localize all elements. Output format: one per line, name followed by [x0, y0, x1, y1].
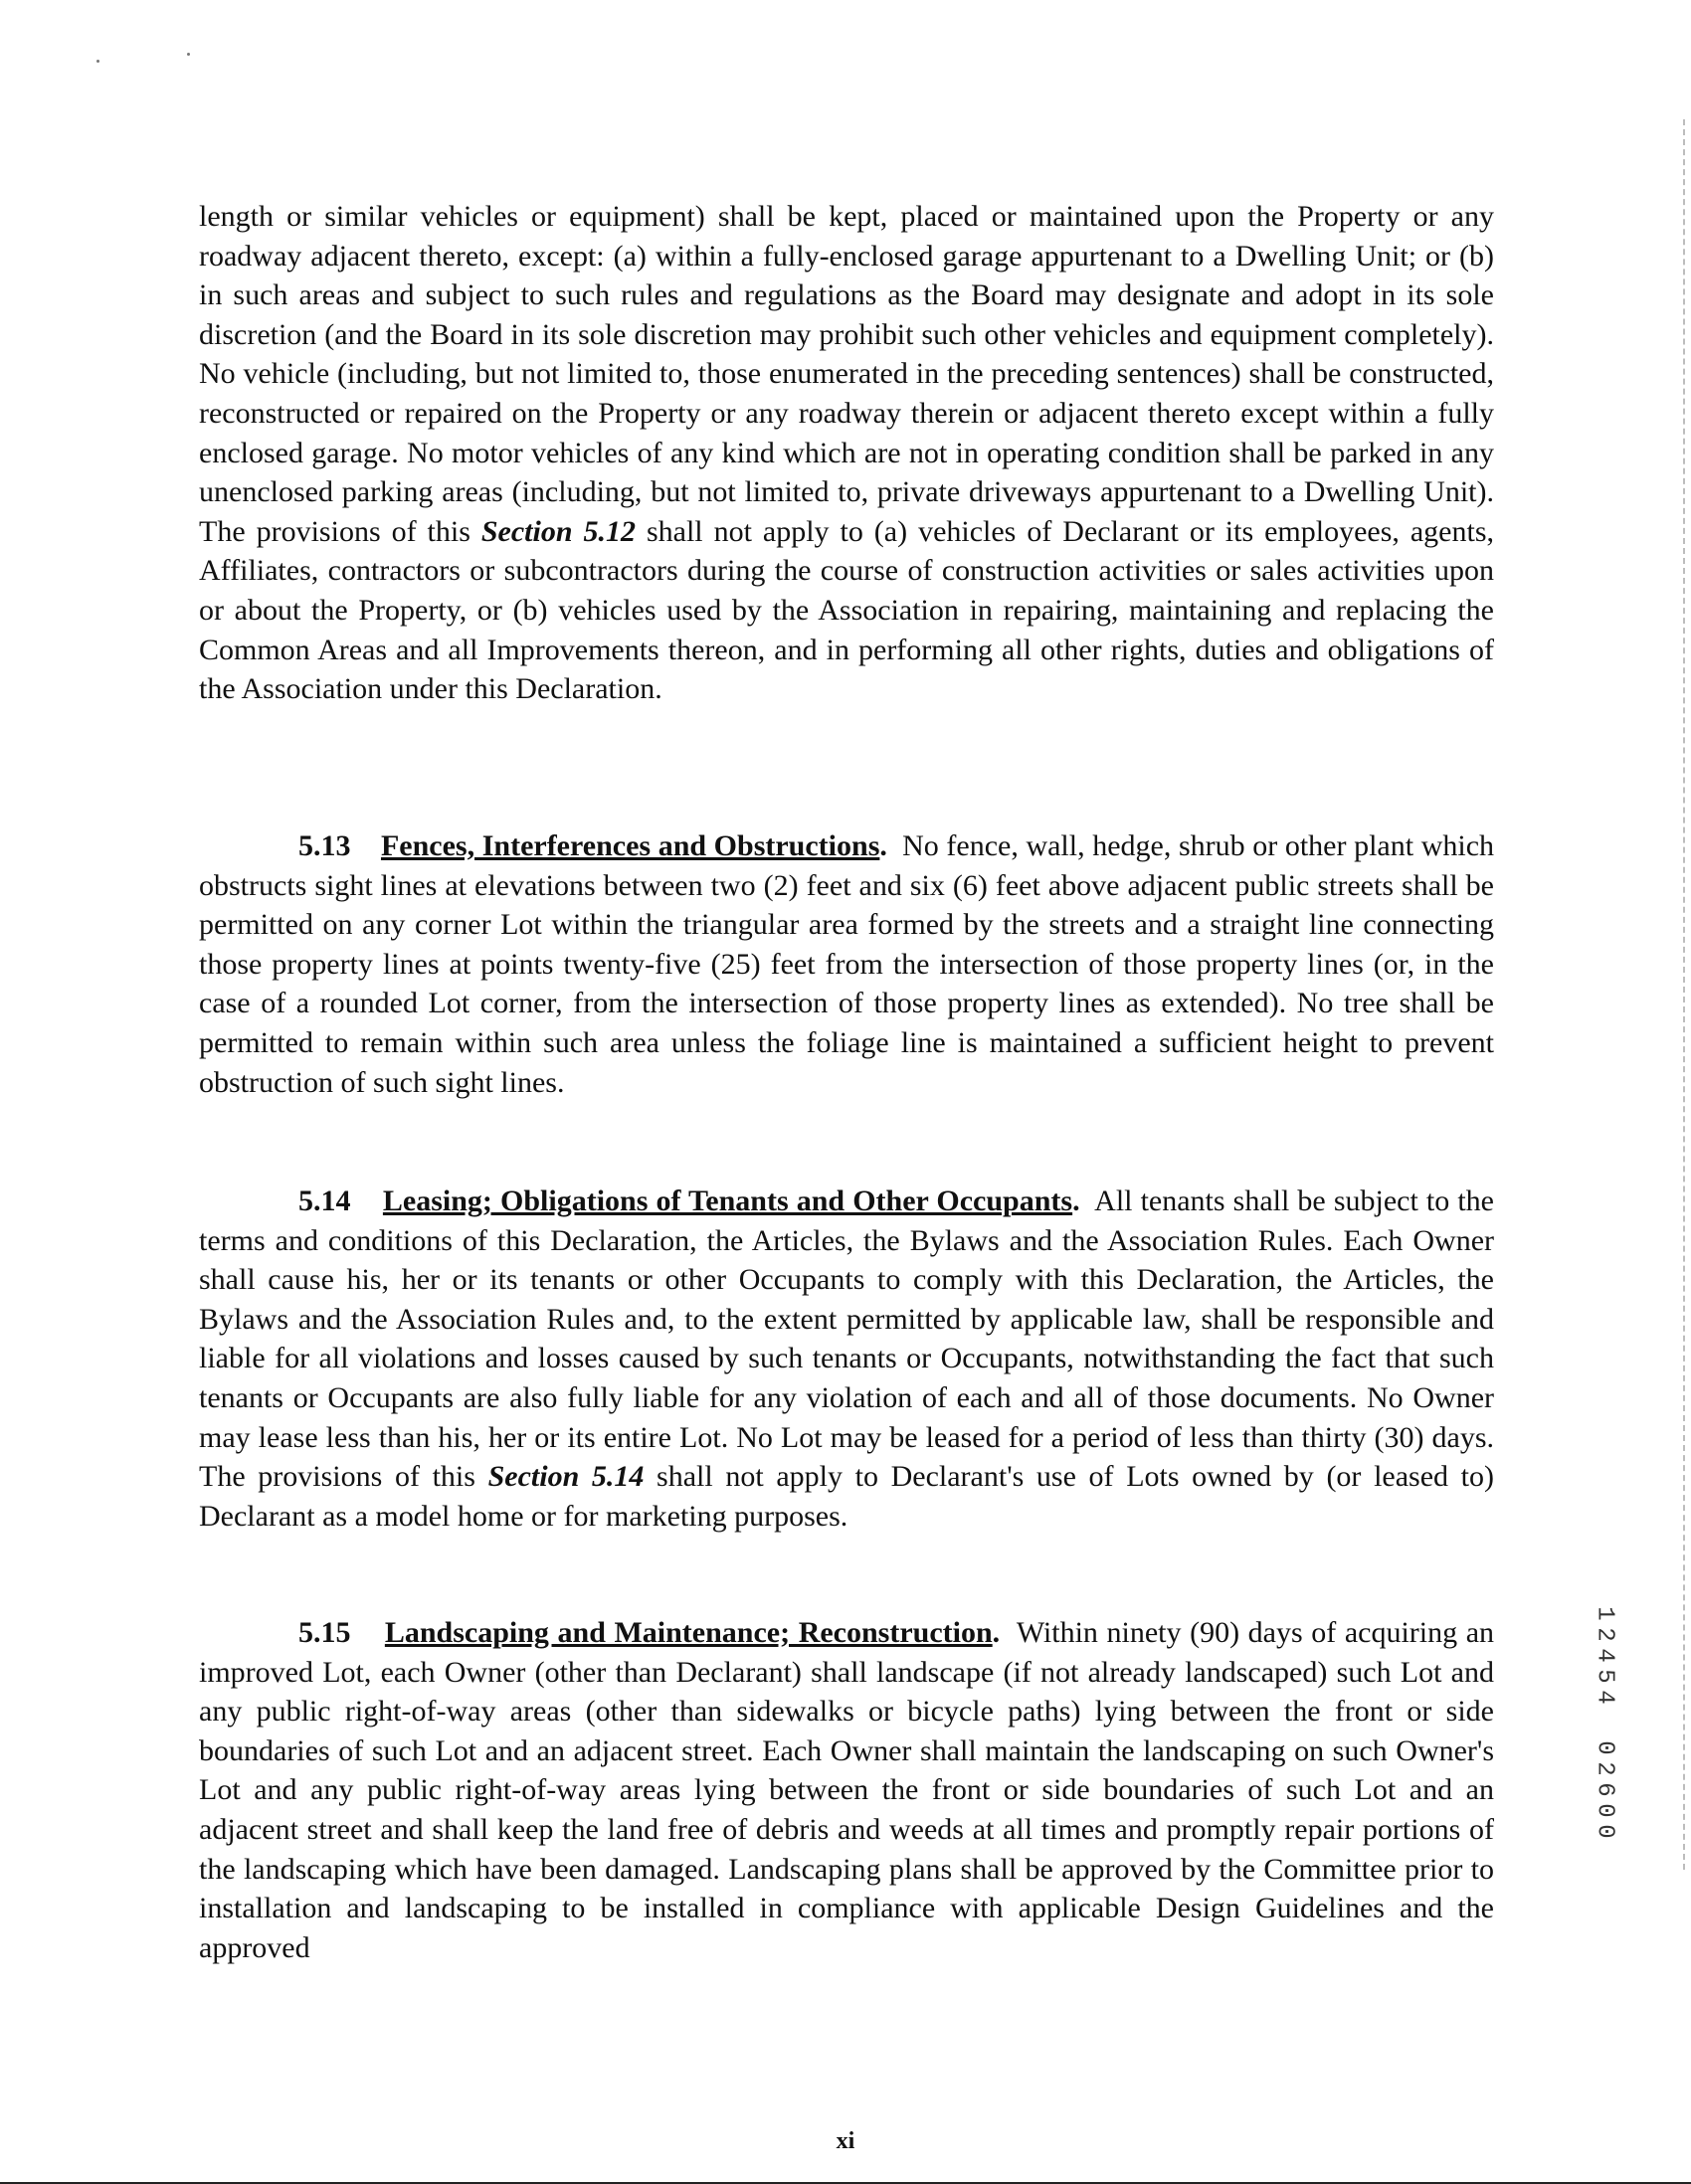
paragraph-text: shall not apply to (a) vehicles of Declarant or its employees, agents, Affiliates, contractors or subcontractors during the course of construction activities or sales activities upon or about the Property, or (b) vehicles used by the Association in repairing, maintaining and replacing the Common Areas and all Improvements thereon, and in performing all other rights, duties and obligations of the Association under this Declaration.	[199, 514, 1494, 706]
heading-period: .	[879, 829, 887, 862]
paragraph-text: shall not apply to Declarant's use of Lots owned by (or leased to) Declarant as a model home or for marketing purposes.	[199, 1460, 1494, 1533]
paragraph-text: No fence, wall, hedge, shrub or other plant which obstructs sight lines at elevations between two (2) feet and six (6) feet above adjacent public streets shall be permitted on any corner Lot within the triangular area formed by the streets and a straight line connecting those property lines at points twenty-five (25) feet from the intersection of those property lines (or, in the case of a rounded Lot corner, from the intersection of those property lines as extended). No tree shall be permitted to remain within such area unless the foliage line is maintained a sufficient height to prevent obstruction of such sight lines.	[199, 829, 1495, 1099]
stamp-digit: 4	[1591, 1648, 1618, 1663]
section-number: 5.14	[298, 1184, 351, 1217]
section-heading: Fences, Interferences and Obstructions	[380, 829, 880, 862]
paragraph-text: Within ninety (90) days of acquiring an improved Lot, each Owner (other than Declarant) shall landscape (if not already landscaped) such Lot and any public right-of-way areas (other than sidewalks or bicycle paths) lying between the front or side boundaries of such Lot and an adjacent street. Each Owner shall maintain the landscaping on such Owner's Lot and any public right-of-way areas lying between the front or side boundaries of such Lot and an adjacent street and shall keep the land free of debris and weeds at all times and promptly repair portions of the landscaping which have been damaged. Landscaping plans shall be approved by the Committee prior to installation and landscaping to be installed in compliance with applicable Design Guidelines and the approved	[199, 1616, 1495, 1964]
section-reference: Section 5.12	[480, 514, 636, 548]
stamp-digit: 5	[1591, 1669, 1618, 1684]
section-5-13	[199, 826, 1494, 1102]
page-number: xi	[836, 2128, 855, 2154]
stamp-digit: 4	[1591, 1690, 1618, 1705]
section-5-14	[199, 1182, 1494, 1536]
stamp-digit: 1	[1591, 1606, 1618, 1621]
scan-right-edge	[1683, 119, 1691, 1870]
section-number: 5.15	[298, 1616, 351, 1649]
stamp-digit: 6	[1591, 1782, 1618, 1797]
stamp-digit: 0	[1591, 1824, 1618, 1839]
stamp-digit: 2	[1591, 1627, 1618, 1642]
paragraph-5-12-continuation	[199, 197, 1494, 709]
section-number: 5.13	[298, 829, 351, 862]
section-heading: Leasing; Obligations of Tenants and Other Occupants	[382, 1184, 1073, 1217]
scan-speck	[96, 60, 99, 63]
heading-period: .	[992, 1616, 1001, 1649]
stamp-digit: 0	[1591, 1740, 1618, 1755]
stamp-digit: 2	[1591, 1761, 1618, 1776]
heading-period: .	[1072, 1184, 1080, 1217]
paragraph-text: All tenants shall be subject to the terms and conditions of this Declaration, the Articles, the Bylaws and the Association Rules. Each Owner shall cause his, her or its tenants or other Occupants to comply with this Declaration, the Articles, the Bylaws and the Association Rules and, to the extent permitted by applicable law, shall be responsible and liable for all violations and losses caused by such tenants or Occupants, notwithstanding the fact that such tenants or Occupants are also fully liable for any violation of each and all of those documents. No Owner may lease less than his, her or its entire Lot. No Lot may be leased for a period of less than thirty (30) days. The provisions of this	[199, 1184, 1495, 1494]
scan-speck	[187, 53, 190, 56]
paragraph-text: length or similar vehicles or equipment) shall be kept, placed or maintained upon the Property or any roadway adjacent thereto, except: (a) within a fully-enclosed garage appurtenant to a Dwelling Unit; or (b) in such areas and subject to such rules and regulations as the Board may designate and adopt in its sole discretion (and the Board in its sole discretion may prohibit such other vehicles and equipment completely). No vehicle (including, but not limited to, those enumerated in the preceding sentences) shall be constructed, reconstructed or repaired on the Property or any roadway therein or adjacent thereto except within a fully enclosed garage. No motor vehicles of any kind which are not in operating condition shall be parked in any unenclosed parking areas (including, but not limited to, private driveways appurtenant to a Dwelling Unit). The provisions of this	[199, 200, 1494, 548]
margin-record-stamp	[1590, 1603, 1619, 1842]
section-5-15	[199, 1613, 1494, 1967]
section-heading: Landscaping and Maintenance; Reconstruction	[384, 1616, 993, 1649]
stamp-digit: 0	[1591, 1803, 1618, 1818]
section-reference: Section 5.14	[487, 1460, 645, 1494]
